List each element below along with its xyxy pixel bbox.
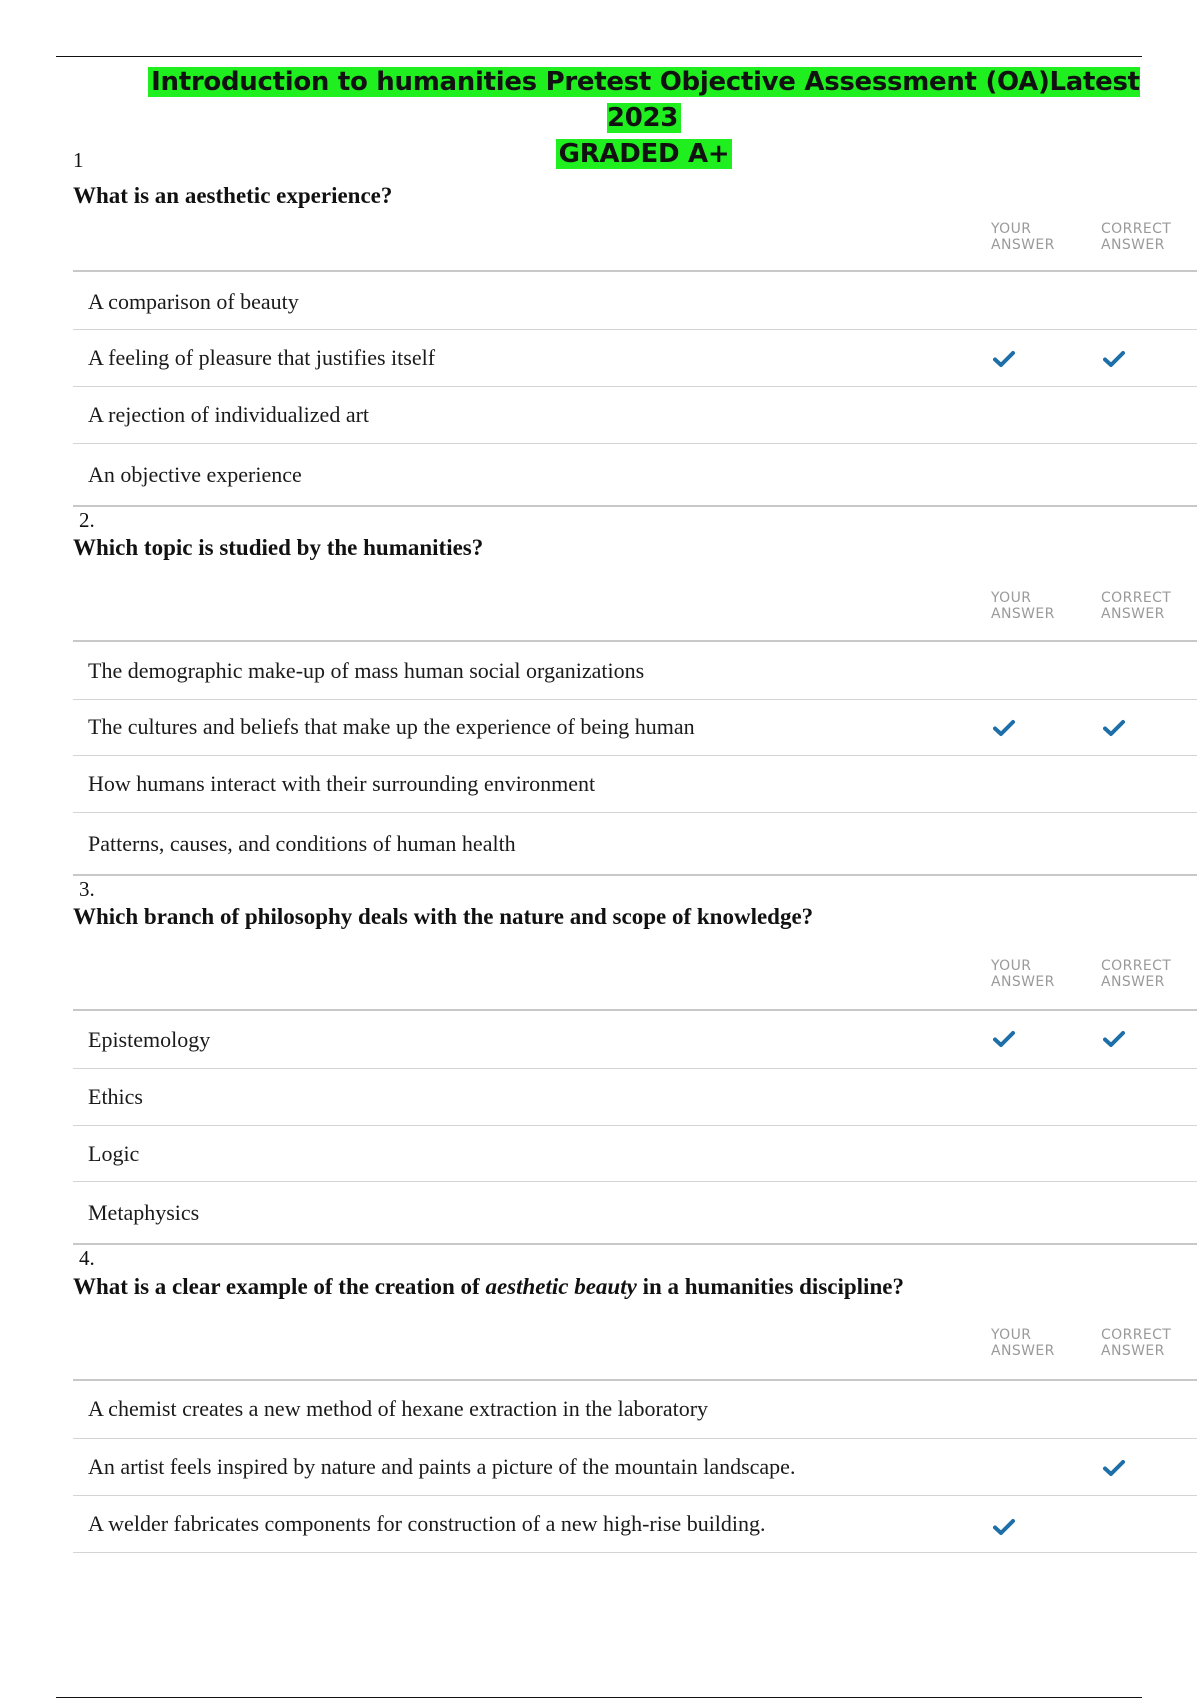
divider: [73, 443, 1197, 444]
divider: [73, 1495, 1197, 1496]
q1-option-3: A rejection of individualized art: [88, 402, 370, 427]
correct-answer-header: CORRECT ANSWER: [1101, 958, 1172, 990]
question-2-number: 2.: [79, 508, 95, 532]
divider: [73, 874, 1197, 876]
question-4-text: What is a clear example of the creation of aesthetic beauty in a humanities discipline?: [73, 1274, 904, 1299]
document-title: [128, 64, 1160, 172]
divider: [73, 1068, 1197, 1069]
your-answer-header: YOUR ANSWER: [991, 590, 1055, 622]
divider: [73, 505, 1197, 507]
divider: [73, 386, 1197, 387]
your-answer-header: YOUR ANSWER: [991, 1327, 1055, 1359]
q3-option-4: Metaphysics: [88, 1200, 200, 1225]
question-2-text: Which topic is studied by the humanities?: [73, 535, 484, 560]
q3-option-2: Ethics: [88, 1084, 143, 1109]
your-answer-header: YOUR ANSWER: [991, 958, 1055, 990]
top-rule: [56, 56, 1142, 57]
q1-option-2: A feeling of pleasure that justifies itself: [88, 345, 436, 370]
q2-option-2: The cultures and beliefs that make up the experience of being human: [88, 714, 695, 739]
divider: [73, 640, 1197, 642]
divider: [73, 812, 1197, 813]
divider: [73, 1125, 1197, 1126]
q3-option-1: Epistemology: [88, 1027, 211, 1052]
q2-option-1: The demographic make-up of mass human social organizations: [88, 658, 645, 683]
check-icon: [993, 350, 1015, 368]
your-answer-header: YOUR ANSWER: [991, 221, 1055, 253]
divider: [73, 1009, 1197, 1011]
q3-option-3: Logic: [88, 1141, 140, 1166]
question-1-text: What is an aesthetic experience?: [73, 183, 393, 208]
question-4-number: 4.: [79, 1246, 95, 1270]
divider: [73, 755, 1197, 756]
q2-option-3: How humans interact with their surrounding environment: [88, 771, 596, 796]
q4-option-1: A chemist creates a new method of hexane extraction in the laboratory: [88, 1396, 709, 1421]
divider: [73, 1243, 1197, 1245]
question-1-number: 1: [73, 148, 84, 172]
divider: [73, 1438, 1197, 1439]
divider: [73, 1181, 1197, 1182]
correct-answer-header: CORRECT ANSWER: [1101, 590, 1172, 622]
question-3-text: Which branch of philosophy deals with the nature and scope of knowledge?: [73, 904, 814, 929]
divider: [73, 329, 1197, 330]
q2-option-4: Patterns, causes, and conditions of human health: [88, 831, 516, 856]
q1-option-4: An objective experience: [88, 462, 302, 487]
q4-option-3: A welder fabricates components for construction of a new high-rise building.: [88, 1511, 766, 1536]
q1-option-1: A comparison of beauty: [88, 289, 299, 314]
divider: [73, 1552, 1197, 1553]
check-icon: [993, 1518, 1015, 1536]
check-icon: [993, 1030, 1015, 1048]
bottom-rule: [56, 1697, 1142, 1698]
title-line-1: Introduction to humanities Pretest Objective Assessment (OA)Latest 2023: [148, 67, 1140, 133]
q4-option-2: An artist feels inspired by nature and paints a picture of the mountain landscape.: [88, 1454, 796, 1479]
check-icon: [993, 719, 1015, 737]
correct-answer-header: CORRECT ANSWER: [1101, 1327, 1172, 1359]
divider: [73, 1379, 1197, 1381]
title-line-2: GRADED A+: [556, 139, 733, 169]
check-icon: [1103, 1459, 1125, 1477]
divider: [73, 699, 1197, 700]
check-icon: [1103, 719, 1125, 737]
question-3-number: 3.: [79, 877, 95, 901]
check-icon: [1103, 350, 1125, 368]
correct-answer-header: CORRECT ANSWER: [1101, 221, 1172, 253]
divider: [73, 270, 1197, 272]
check-icon: [1103, 1030, 1125, 1048]
